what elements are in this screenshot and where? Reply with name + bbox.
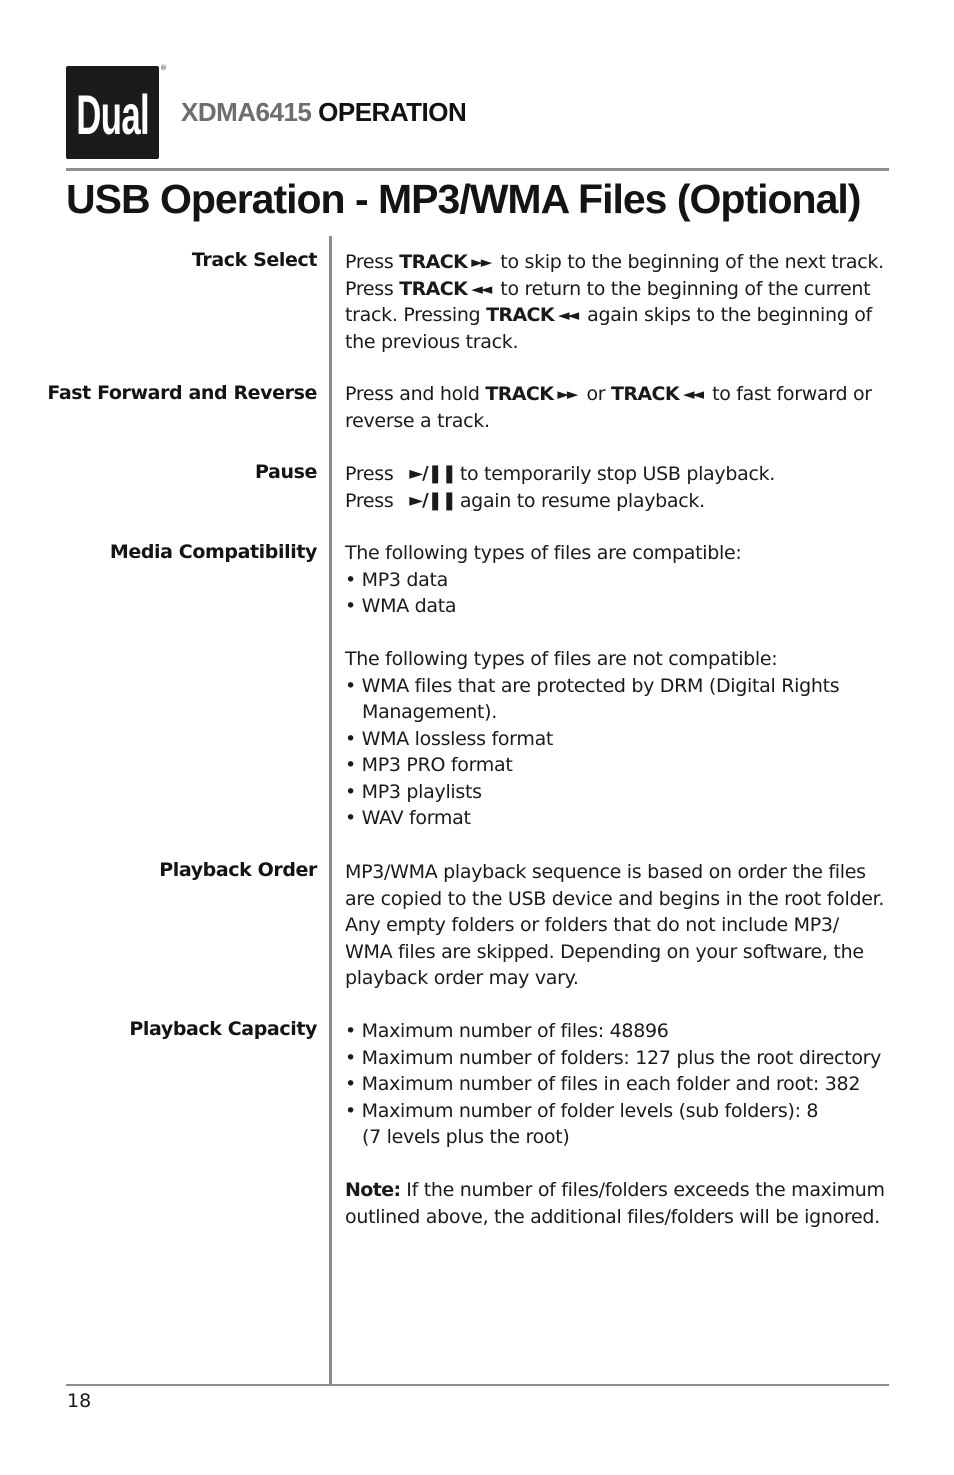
page-number: 18 bbox=[67, 1390, 92, 1412]
body-media-compatibility bbox=[345, 540, 885, 832]
label-track-select: Track Select bbox=[191, 249, 317, 271]
registered-mark: ® bbox=[160, 64, 167, 72]
next-track-icon: ►► bbox=[471, 253, 491, 271]
play-pause-icon: ►/❚❚ bbox=[409, 489, 456, 511]
play-pause-icon: ►/❚❚ bbox=[409, 463, 456, 484]
model-number: XDMA6415 bbox=[181, 97, 312, 127]
dual-logo bbox=[66, 66, 159, 159]
compatible-intro: The following types of files are compatible: bbox=[345, 542, 742, 564]
note: Note: If the number of files/folders exceeds the maximum outlined above, the additional files/folders will be ignored. bbox=[345, 1179, 885, 1228]
label-media-compatibility: Media Compatibility bbox=[109, 541, 317, 563]
page-title: USB Operation - MP3/WMA Files (Optional) bbox=[66, 176, 861, 222]
body-track-select: Press TRACK ►► to skip to the beginning of the next track. Press TRACK ◄◄ to return to the beginning of the current track. Pressing TRACK ◄◄ again skips to the beginning of the previous track. bbox=[345, 251, 884, 353]
list-item: • WAV format bbox=[345, 807, 471, 829]
model-heading bbox=[181, 97, 466, 128]
track-key: TRACK bbox=[399, 277, 468, 300]
prev-track-icon: ◄◄ bbox=[471, 279, 491, 298]
note-label: Note: bbox=[345, 1179, 401, 1201]
list-item: • MP3 PRO format bbox=[345, 754, 513, 776]
track-key: TRACK bbox=[485, 383, 554, 405]
list-item: • WMA files that are protected by DRM (Digital Rights Management). bbox=[345, 674, 840, 723]
label-playback-capacity: Playback Capacity bbox=[129, 1018, 317, 1040]
body-playback-order: MP3/WMA playback sequence is based on order the files are copied to the USB device and begins in the root folder. Any empty folders or folders that do not include MP3/ WMA files are skipped. Depending on your software, the playback order may vary. bbox=[345, 861, 885, 989]
header-divider bbox=[66, 168, 889, 171]
track-key: TRACK bbox=[399, 251, 468, 273]
list-item: • Maximum number of files: 48896 bbox=[345, 1020, 669, 1042]
list-item: • Maximum number of files in each folder and root: 382 bbox=[345, 1073, 861, 1095]
list-item: • WMA lossless format bbox=[345, 727, 554, 750]
label-pause: Pause bbox=[255, 461, 317, 483]
section-name: OPERATION bbox=[318, 97, 467, 127]
body-fast-forward-reverse: Press and hold TRACK ►► or TRACK ◄◄ to fast forward or reverse a track. bbox=[345, 383, 872, 432]
track-key: TRACK bbox=[611, 383, 679, 405]
list-item: • MP3 data bbox=[345, 568, 449, 591]
footer-divider bbox=[66, 1384, 889, 1386]
list-item: • Maximum number of folders: 127 plus the root directory bbox=[345, 1046, 882, 1069]
body-playback-capacity bbox=[345, 1018, 885, 1230]
track-key: TRACK bbox=[486, 304, 555, 326]
body-pause: Press ►/❚❚ to temporarily stop USB playback. Press ►/❚❚ again to resume playback. bbox=[345, 461, 885, 514]
incompatible-intro: The following types of files are not compatible: bbox=[345, 648, 778, 670]
label-playback-order: Playback Order bbox=[159, 859, 317, 881]
next-track-icon: ►► bbox=[557, 385, 577, 403]
logo-text: Dual bbox=[76, 82, 149, 146]
label-fast-forward-reverse: Fast Forward and Reverse bbox=[47, 382, 317, 404]
prev-track-icon: ◄◄ bbox=[682, 385, 703, 403]
column-divider bbox=[329, 236, 332, 1385]
list-item: • Maximum number of folder levels (sub folders): 8 (7 levels plus the root) bbox=[345, 1099, 819, 1148]
list-item: • WMA data bbox=[345, 595, 457, 617]
list-item: • MP3 playlists bbox=[345, 780, 482, 803]
prev-track-icon: ◄◄ bbox=[558, 306, 578, 324]
